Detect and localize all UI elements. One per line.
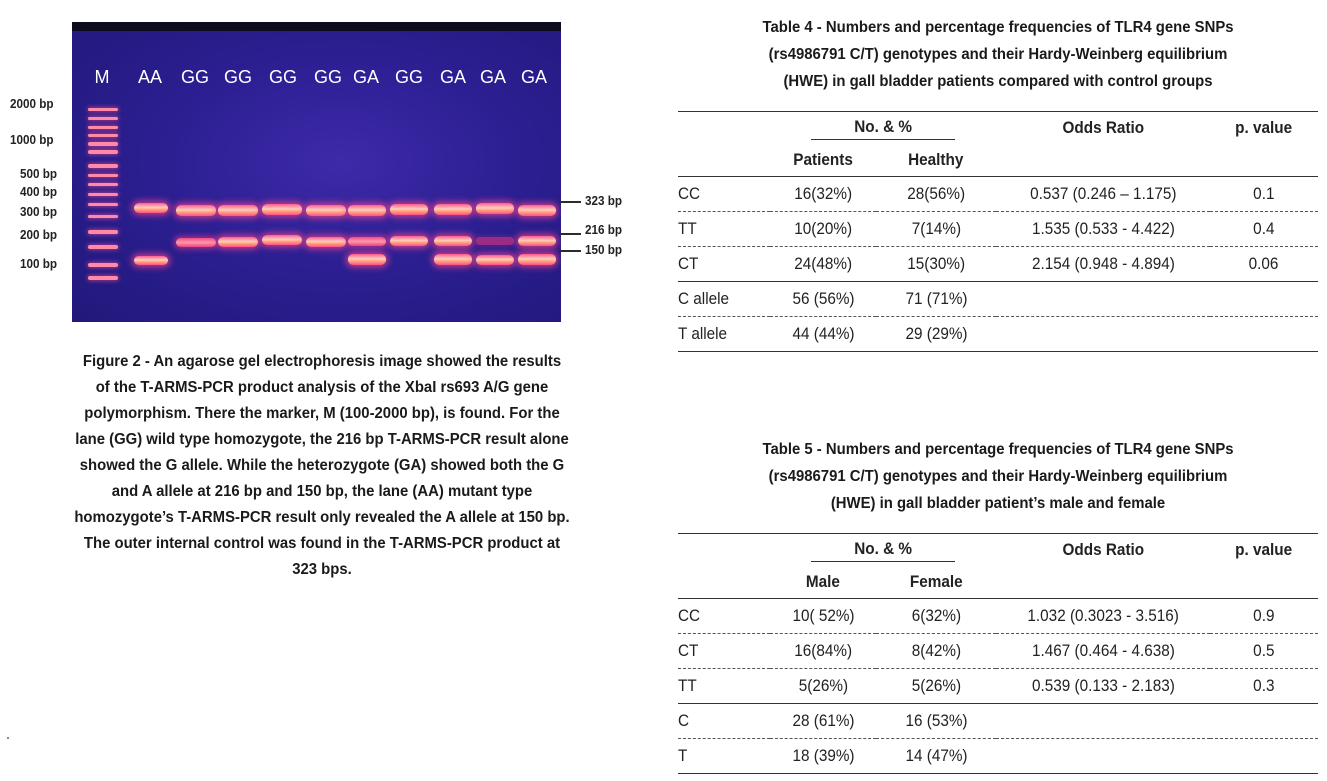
genotype-label: CC xyxy=(678,184,701,203)
caption-line: lane (GG) wild type homozygote, the 216 bp T-ARMS-PCR result alone xyxy=(75,431,569,448)
callout-323: 323 bp xyxy=(585,193,623,208)
allele-label: C allele xyxy=(678,289,730,308)
table-4-block xyxy=(678,14,1318,352)
table-row xyxy=(678,599,1318,634)
table-4 xyxy=(678,111,1318,352)
caption-line: Figure 2 - An agarose gel electrophoresis image showed the results xyxy=(82,353,562,370)
p-value: 0.5 xyxy=(1253,641,1275,660)
callout-150: 150 bp xyxy=(585,242,623,257)
marker-band xyxy=(88,193,118,196)
lane-label: GA xyxy=(439,67,466,87)
male-header: Male xyxy=(805,572,841,591)
lane-label: GA xyxy=(520,67,547,87)
callout-line xyxy=(559,233,581,235)
band-216 xyxy=(518,236,556,246)
band-323 xyxy=(218,205,258,216)
cell-value: 29 (29%) xyxy=(904,324,968,343)
band-150 xyxy=(476,255,514,265)
group-header: No. & % xyxy=(854,538,912,558)
marker-label-400: 400 bp xyxy=(20,184,58,199)
table-subheader-row xyxy=(678,566,1318,599)
genotype-label: TT xyxy=(678,676,697,695)
marker-label-100: 100 bp xyxy=(20,256,58,271)
odds-ratio: 0.539 (0.133 - 2.183) xyxy=(1031,676,1175,695)
marker-label-200: 200 bp xyxy=(20,227,58,242)
band-216 xyxy=(476,237,514,245)
p-value: 0.06 xyxy=(1249,254,1279,273)
band-216 xyxy=(262,235,302,245)
band-323 xyxy=(134,203,168,213)
band-150 xyxy=(348,254,386,265)
title-line: (rs4986791 C/T) genotypes and their Hardy-Weinberg equilibrium xyxy=(768,46,1228,63)
caption-line: of the T-ARMS-PCR product analysis of the XbaI rs693 A/G gene xyxy=(95,379,549,396)
odds-ratio-header: Odds Ratio xyxy=(1062,118,1144,137)
table-row xyxy=(678,634,1318,669)
callout-216: 216 bp xyxy=(585,222,623,237)
caption-line: polymorphism. There the marker, M (100-2000 bp), is found. For the xyxy=(84,405,560,422)
p-value: 0.9 xyxy=(1253,606,1275,625)
band-323 xyxy=(262,204,302,215)
callout-line xyxy=(559,250,581,252)
caption-line: homozygote’s T-ARMS-PCR result only revealed the A allele at 150 bp. xyxy=(74,509,570,526)
table-4-title xyxy=(700,14,1295,95)
table-row xyxy=(678,247,1318,282)
cell-value: 44 (44%) xyxy=(791,324,855,343)
marker-band xyxy=(88,174,118,177)
healthy-header: Healthy xyxy=(908,150,964,169)
table-row xyxy=(678,669,1318,704)
allele-label: C xyxy=(678,711,690,730)
marker-band xyxy=(88,142,118,146)
marker-label-500: 500 bp xyxy=(20,166,58,181)
genotype-label: CT xyxy=(678,254,699,273)
table-row xyxy=(678,212,1318,247)
odds-ratio: 2.154 (0.948 - 4.894) xyxy=(1031,254,1175,273)
marker-band xyxy=(88,183,118,186)
p-value: 0.1 xyxy=(1253,184,1275,203)
cell-value: 56 (56%) xyxy=(791,289,855,308)
cell-value: 16(84%) xyxy=(794,641,852,660)
lane-label: GG xyxy=(313,67,342,87)
band-216 xyxy=(176,238,216,247)
cell-value: 14 (47%) xyxy=(904,746,968,765)
callout-line xyxy=(559,201,581,203)
genotype-label: CT xyxy=(678,641,699,660)
table-5 xyxy=(678,533,1318,774)
lane-label: GA xyxy=(479,67,506,87)
title-line: Table 5 - Numbers and percentage frequencies of TLR4 gene SNPs xyxy=(762,441,1234,458)
cell-value: 10( 52%) xyxy=(791,606,855,625)
marker-band xyxy=(88,215,118,218)
table-row xyxy=(678,177,1318,212)
cell-value: 18 (39%) xyxy=(791,746,855,765)
marker-band xyxy=(88,126,118,129)
stray-dot xyxy=(7,737,9,739)
band-323 xyxy=(306,205,346,216)
gel-figure xyxy=(0,0,660,330)
p-value: 0.3 xyxy=(1253,676,1275,695)
lane-label: GG xyxy=(268,67,297,87)
cell-value: 6(32%) xyxy=(911,606,961,625)
marker-band xyxy=(88,245,118,249)
band-216 xyxy=(390,236,428,246)
marker-band xyxy=(88,203,118,206)
lane-label: M xyxy=(94,67,110,87)
table-subheader-row xyxy=(678,144,1318,177)
cell-value: 28(56%) xyxy=(907,184,965,203)
band-216 xyxy=(218,237,258,247)
table-row xyxy=(678,282,1318,317)
allele-label: T allele xyxy=(678,324,728,343)
lane-label: GG xyxy=(180,67,209,87)
lane-label: GG xyxy=(223,67,252,87)
title-line: (rs4986791 C/T) genotypes and their Hardy-Weinberg equilibrium xyxy=(768,468,1228,485)
band-216 xyxy=(434,236,472,246)
title-line: (HWE) in gall bladder patient’s male and female xyxy=(830,495,1166,512)
lane-label: AA xyxy=(137,67,162,87)
odds-ratio: 1.467 (0.464 - 4.638) xyxy=(1031,641,1175,660)
band-216 xyxy=(348,237,386,246)
caption-line: and A allele at 216 bp and 150 bp, the lane (AA) mutant type xyxy=(111,483,533,500)
marker-band xyxy=(88,263,118,267)
marker-band xyxy=(88,150,118,154)
cell-value: 15(30%) xyxy=(907,254,965,273)
p-value-header: p. value xyxy=(1235,118,1293,137)
odds-ratio: 1.032 (0.3023 - 3.516) xyxy=(1027,606,1179,625)
gel-image xyxy=(72,22,561,322)
cell-value: 5(26%) xyxy=(798,676,848,695)
patients-header: Patients xyxy=(793,150,853,169)
odds-ratio: 0.537 (0.246 – 1.175) xyxy=(1029,184,1177,203)
band-150 xyxy=(518,254,556,265)
lane-label: GA xyxy=(352,67,379,87)
cell-value: 24(48%) xyxy=(794,254,852,273)
marker-label-300: 300 bp xyxy=(20,204,58,219)
title-line: (HWE) in gall bladder patients compared with control groups xyxy=(783,73,1213,90)
caption-line: The outer internal control was found in the T-ARMS-PCR product at xyxy=(83,535,561,552)
marker-label-2000: 2000 bp xyxy=(10,96,54,111)
figure-caption xyxy=(23,349,622,583)
allele-label: T xyxy=(678,746,688,765)
odds-ratio: 1.535 (0.533 - 4.422) xyxy=(1031,219,1175,238)
cell-value: 5(26%) xyxy=(911,676,961,695)
band-323 xyxy=(348,205,386,216)
table-row xyxy=(678,739,1318,774)
marker-band xyxy=(88,276,118,280)
cell-value: 16 (53%) xyxy=(904,711,968,730)
cell-value: 16(32%) xyxy=(794,184,852,203)
odds-ratio-header: Odds Ratio xyxy=(1062,540,1144,559)
table-header-row xyxy=(678,534,1318,567)
band-323 xyxy=(434,204,472,215)
genotype-label: TT xyxy=(678,219,697,238)
table-row xyxy=(678,317,1318,352)
p-value: 0.4 xyxy=(1253,219,1275,238)
band-323 xyxy=(176,205,216,216)
cell-value: 7(14%) xyxy=(911,219,961,238)
cell-value: 71 (71%) xyxy=(904,289,968,308)
table-header-row xyxy=(678,112,1318,145)
band-150 xyxy=(434,254,472,265)
band-216 xyxy=(306,237,346,247)
marker-label-1000: 1000 bp xyxy=(10,132,54,147)
cell-value: 10(20%) xyxy=(794,219,852,238)
marker-band xyxy=(88,108,118,111)
lane-label: GG xyxy=(394,67,423,87)
title-line: Table 4 - Numbers and percentage frequencies of TLR4 gene SNPs xyxy=(762,19,1234,36)
cell-value: 28 (61%) xyxy=(791,711,855,730)
genotype-label: CC xyxy=(678,606,701,625)
table-5-title xyxy=(700,436,1295,517)
band-150 xyxy=(134,256,168,265)
caption-line: showed the G allele. While the heterozygote (GA) showed both the G xyxy=(79,457,565,474)
band-323 xyxy=(390,204,428,215)
band-323 xyxy=(476,203,514,214)
table-5-block xyxy=(678,436,1318,774)
marker-band xyxy=(88,230,118,234)
cell-value: 8(42%) xyxy=(911,641,961,660)
marker-band xyxy=(88,117,118,120)
female-header: Female xyxy=(909,572,963,591)
table-row xyxy=(678,704,1318,739)
marker-band xyxy=(88,134,118,137)
caption-line: 323 bps. xyxy=(292,561,352,578)
p-value-header: p. value xyxy=(1235,540,1293,559)
group-header: No. & % xyxy=(854,116,912,136)
band-323 xyxy=(518,205,556,216)
marker-band xyxy=(88,164,118,168)
